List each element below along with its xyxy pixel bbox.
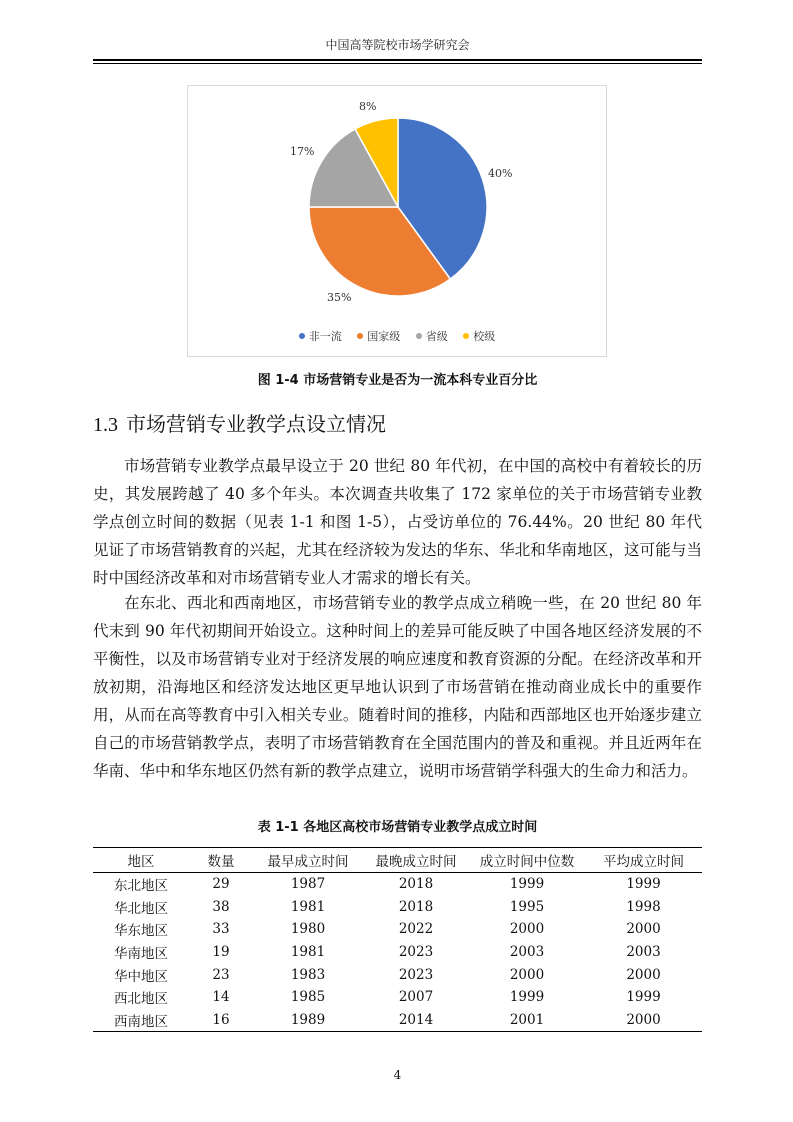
legend-label-1: 国家级 [367, 330, 401, 343]
cell-region: 华东地区 [114, 923, 168, 940]
legend-swatch-1 [357, 333, 363, 339]
cell-earliest: 1981 [290, 898, 326, 915]
legend-item-0 [299, 328, 342, 344]
th-latest: 最晚成立时间 [363, 848, 469, 873]
cell-median: 1995 [509, 898, 545, 915]
cell-count: 33 [212, 921, 230, 938]
cell-earliest: 1987 [290, 876, 326, 893]
cell-average: 1999 [626, 989, 661, 1006]
slice-label-1: 35% [327, 291, 352, 304]
paragraph-2: 在东北、西北和西南地区，市场营销专业的教学点成立稍晚一些，在 20 世纪 80 年代末到 90 年代初期间开始设立。这种时间上的差异可能反映了中国各地区经济发展的不平衡性，以及市场营销专业对于经济发展的响应速度和教育资源的分配。在经济改革和开放初期，沿海地区和经济发达地区更早地认识到了市场营销在推动商业成长中的重要作用，从而在高等教育中引入相关专业。随着时间的推移，内陆和西部地区也开始逐步建立自己的市场营销教学点，表明了市场营销教育在全国范围内的普及和重视。并且近两年在华南、华中和华东地区仍然有新的教学点建立，说明市场营销学科强大的生命力和活力。 [93, 594, 702, 780]
cell-median: 1999 [509, 876, 545, 893]
slice-label-3: 8% [359, 100, 377, 113]
table-row [93, 873, 702, 896]
th-count: 数量 [189, 848, 253, 873]
cell-latest: 2023 [398, 944, 434, 961]
table-row [93, 918, 702, 941]
cell-average: 2003 [626, 944, 661, 961]
legend-item-2 [416, 328, 448, 344]
cell-median: 2000 [509, 966, 545, 983]
th-earliest: 最早成立时间 [253, 848, 363, 873]
table-row [93, 896, 702, 919]
table-row [93, 941, 702, 964]
slice-label-2: 17% [290, 145, 315, 158]
cell-median: 2000 [509, 921, 545, 938]
cell-earliest: 1989 [253, 1009, 363, 1032]
figure-caption: 图 1-4 市场营销专业是否为一流本科专业百分比 [257, 373, 538, 388]
cell-count: 19 [212, 944, 230, 961]
th-average: 平均成立时间 [585, 848, 702, 873]
running-header: 中国高等院校市场学研究会 [325, 38, 470, 52]
table-caption: 表 1-1 各地区高校市场营销专业教学点成立时间 [257, 820, 538, 835]
cell-earliest: 1983 [290, 966, 326, 983]
legend-item-1 [357, 328, 400, 344]
cell-region: 华南地区 [114, 946, 168, 963]
cell-median: 2003 [509, 944, 545, 961]
section-title-text: 市场营销专业教学点设立情况 [126, 412, 386, 436]
cell-latest: 2023 [398, 966, 434, 983]
table-header-row [93, 848, 702, 873]
cell-average: 1999 [626, 876, 661, 893]
cell-average: 2000 [626, 966, 661, 983]
cell-region: 东北地区 [114, 878, 168, 895]
slice-label-0: 40% [488, 167, 513, 180]
cell-count: 38 [212, 898, 230, 915]
cell-earliest: 1985 [290, 989, 326, 1006]
region-table [93, 847, 702, 1032]
table-row [93, 986, 702, 1009]
legend-item-3 [463, 328, 495, 344]
cell-region: 华中地区 [114, 968, 168, 985]
th-median: 成立时间中位数 [469, 848, 585, 873]
pie-chart-frame [187, 85, 607, 357]
page-number: 4 [393, 1068, 402, 1082]
table-row [93, 1009, 702, 1032]
legend-label-2: 省级 [425, 330, 448, 343]
header-rule-thin [93, 63, 702, 64]
table-row [93, 963, 702, 986]
cell-median: 2001 [469, 1009, 585, 1032]
cell-count: 14 [212, 989, 230, 1006]
section-number: 1.3 [93, 414, 118, 436]
cell-region: 西北地区 [114, 991, 168, 1008]
cell-latest: 2022 [398, 921, 434, 938]
cell-latest: 2014 [363, 1009, 469, 1032]
legend-label-3: 校级 [473, 330, 496, 343]
cell-latest: 2018 [398, 876, 434, 893]
th-region: 地区 [93, 848, 189, 873]
cell-latest: 2018 [398, 898, 434, 915]
legend-swatch-3 [463, 333, 469, 339]
legend-swatch-0 [299, 333, 305, 339]
cell-region: 华北地区 [114, 900, 168, 917]
legend-label-0: 非一流 [308, 330, 342, 343]
cell-earliest: 1981 [290, 944, 326, 961]
cell-count: 16 [189, 1009, 253, 1032]
cell-count: 23 [212, 966, 230, 983]
cell-latest: 2007 [398, 989, 434, 1006]
cell-average: 1998 [626, 898, 661, 915]
chart-legend [188, 328, 606, 344]
cell-count: 29 [212, 876, 230, 893]
cell-earliest: 1980 [290, 921, 326, 938]
header-rule-thick [93, 59, 702, 61]
section-heading [93, 408, 386, 437]
pie-chart [188, 86, 606, 356]
legend-swatch-2 [416, 333, 422, 339]
cell-average: 2000 [585, 1009, 702, 1032]
cell-average: 2000 [626, 921, 661, 938]
cell-region: 西南地区 [93, 1009, 189, 1032]
paragraph-1: 市场营销专业教学点最早设立于 20 世纪 80 年代初，在中国的高校中有着较长的历史，其发展跨越了 40 多个年头。本次调查共收集了 172 家单位的关于市场营销专业教学点创立时间的数据（见表 1-1 和图 1-5），占受访单位的 76.44%。20 世纪 80 年代见证了市场营销教育的兴起，尤其在经济较为发达的华东、华北和华南地区，这可能与当时中国经济改革和对市场营销专业人才需求的增长有关。 [93, 457, 702, 587]
cell-median: 1999 [509, 989, 545, 1006]
